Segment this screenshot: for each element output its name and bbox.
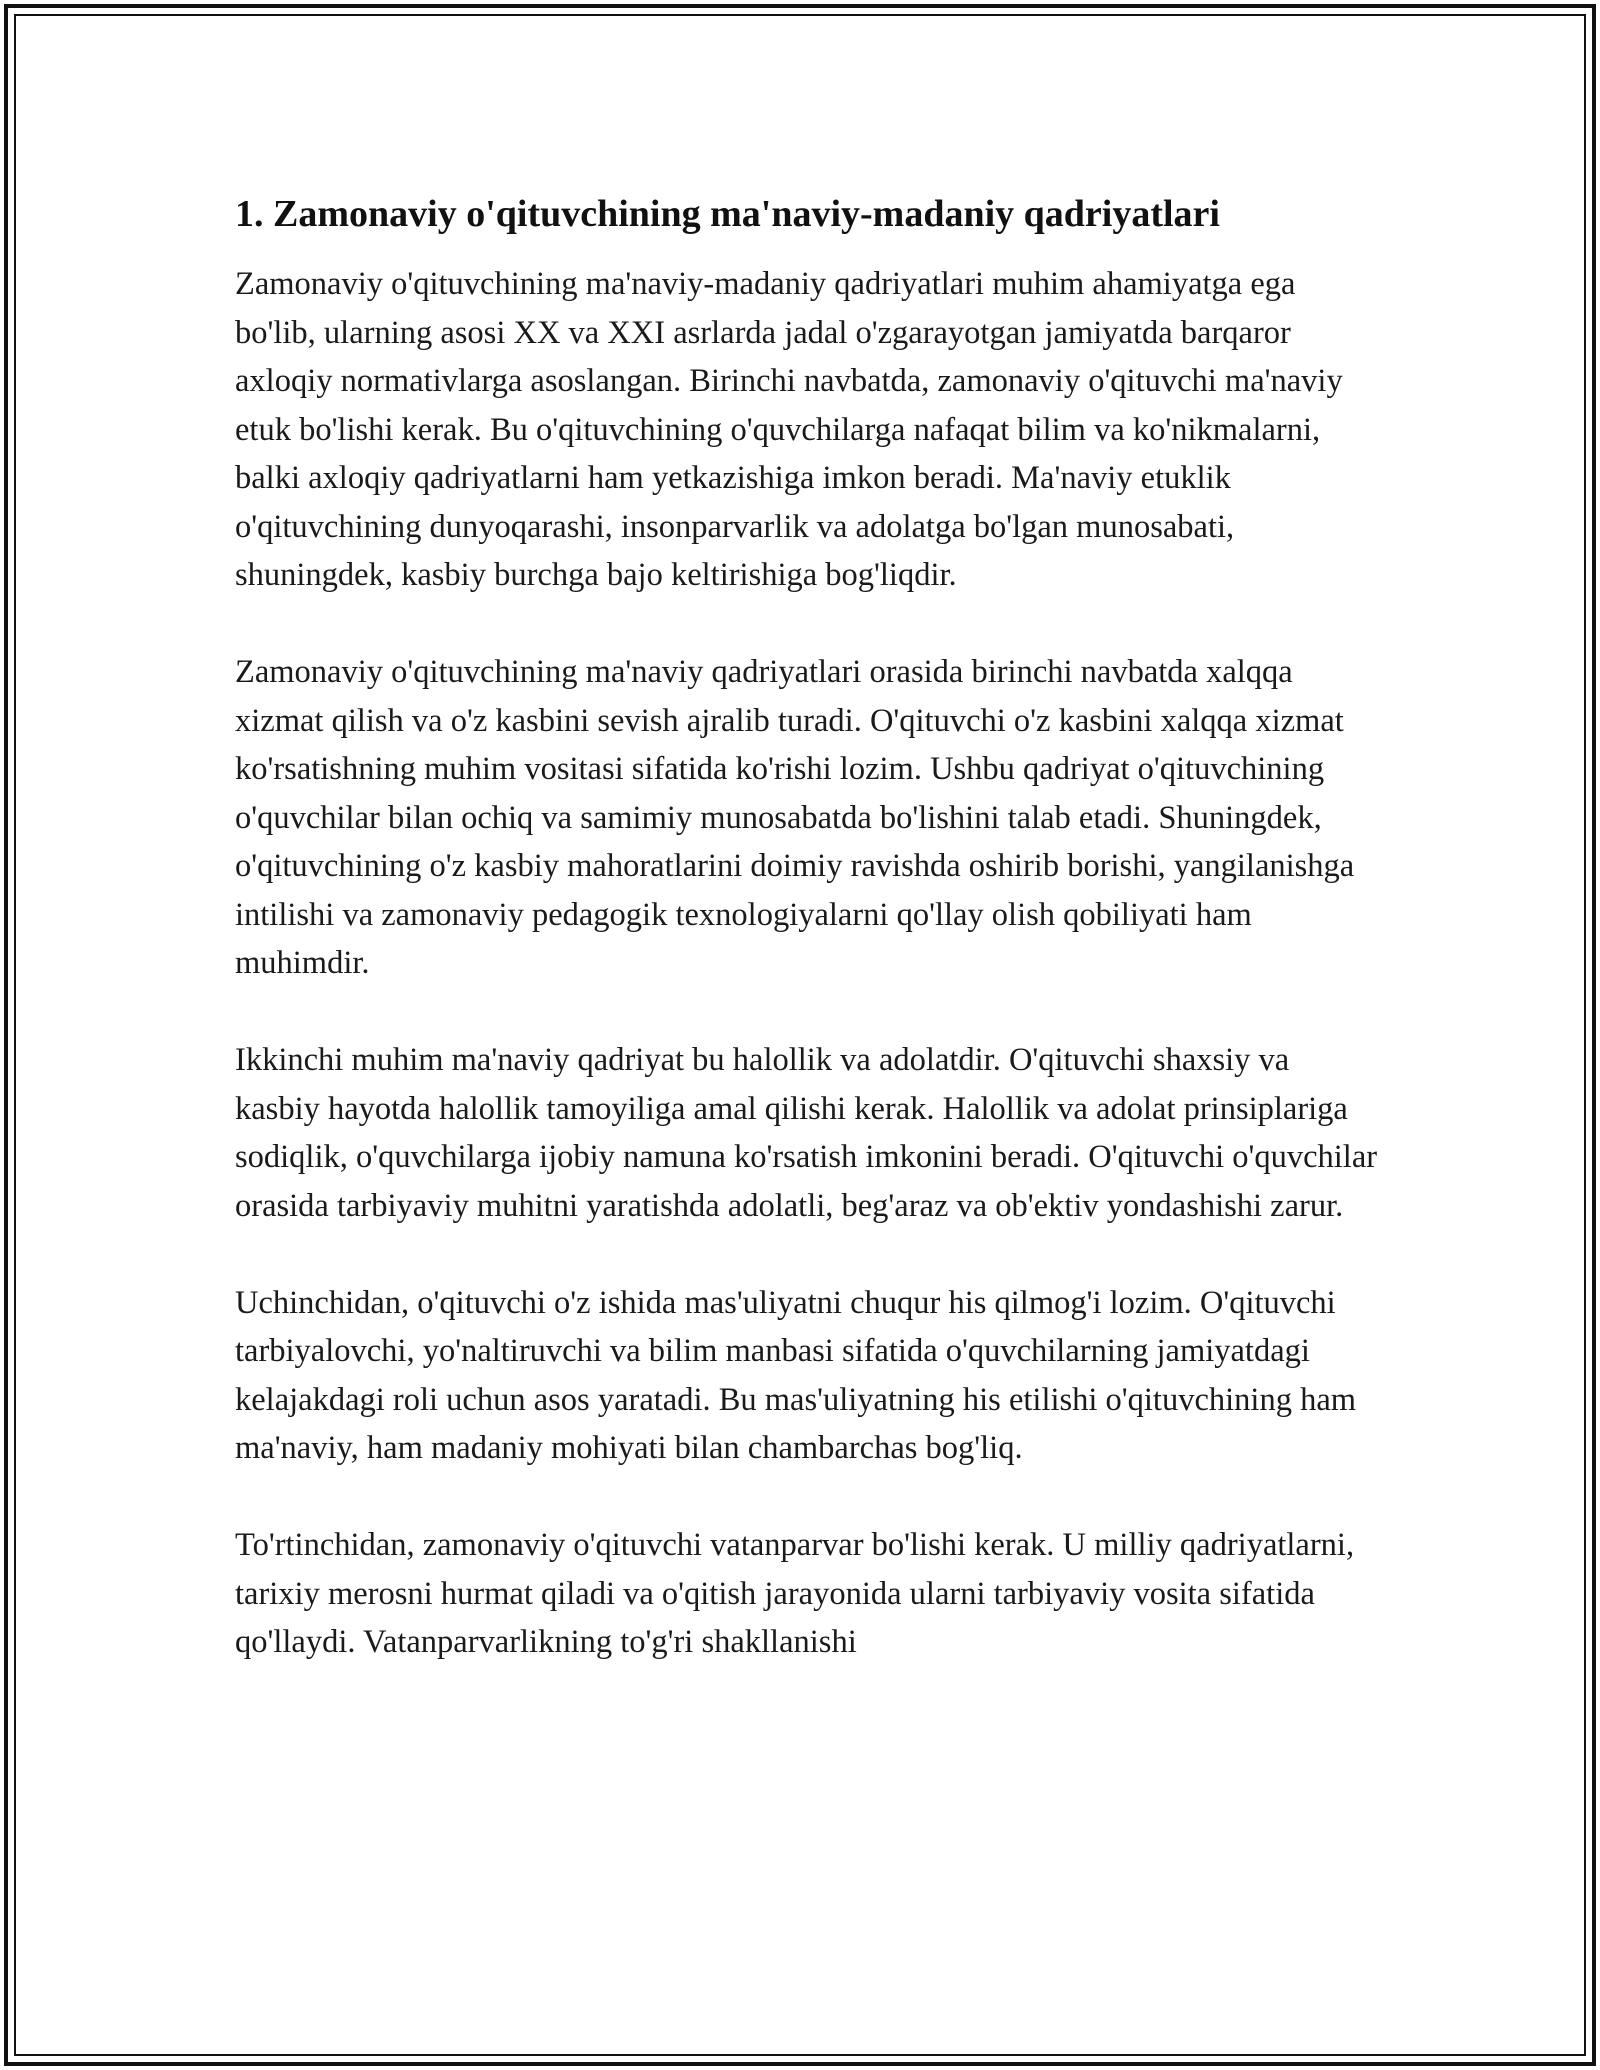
paragraph: Ikkinchi muhim ma'naviy qadriyat bu halollik va adolatdir. O'qituvchi shaxsiy va kasbiy hayotda halollik tamoyiliga amal qilishi kerak. Halollik va adolat prinsiplariga sodiqlik, o'quvchilarga ijobiy namuna ko'rsatish imkonini beradi. O'qituvchi o'quvchilar orasida tarbiyaviy muhitni yaratishda adolatli, beg'araz va ob'ektiv yondashishi zarur.	[235, 1042, 1378, 1224]
document-body	[235, 186, 1380, 1715]
paragraph: Uchinchidan, o'qituvchi o'z ishida mas'uliyatni chuqur his qilmog'i lozim. O'qituvchi tarbiyalovchi, yo'naltiruvchi va bilim manbasi sifatida o'quvchilarning jamiyatdagi kelajakdagi roli uchun asos yaratadi. Bu mas'uliyatning his etilishi o'qituvchining ham ma'naviy, ham madaniy mohiyati bilan chambarchas bog'liq.	[235, 1284, 1357, 1466]
paragraph: Zamonaviy o'qituvchining ma'naviy qadriyatlari orasida birinchi navbatda xalqqa xizmat qilish va o'z kasbini sevish ajralib turadi. O'qituvchi o'z kasbini xalqqa xizmat ko'rsatishning muhim vositasi sifatida ko'rishi lozim. Ushbu qadriyat o'qituvchining o'quvchilar bilan ochiq va samimiy munosabatda bo'lishini talab etadi. Shuningdek, o'qituvchining o'z kasbiy mahoratlarini doimiy ravishda oshirib borishi, yangilanishga intilishi va zamonaviy pedagogik texnologiyalarni qo'llay olish qobiliyati ham muhimdir.	[235, 654, 1355, 981]
section-heading: 1. Zamonaviy o'qituvchining ma'naviy-madaniy qadriyatlari	[235, 193, 1220, 235]
paragraph: To'rtinchidan, zamonaviy o'qituvchi vatanparvar bo'lishi kerak. U milliy qadriyatlarni, tarixiy merosni hurmat qiladi va o'qitish jarayonida ularni tarbiyaviy vosita sifatida qo'llaydi. Vatanparvarlikning to'g'ri shakllanishi	[235, 1527, 1355, 1660]
paragraph: Zamonaviy o'qituvchining ma'naviy-madaniy qadriyatlari muhim ahamiyatga ega bo'lib, ularning asosi XX va XXI asrlarda jadal o'zgarayotgan jamiyatda barqaror axloqiy normativlarga asoslangan. Birinchi navbatda, zamonaviy o'qituvchi ma'naviy etuk bo'lishi kerak. Bu o'qituvchining o'quvchilarga nafaqat bilim va ko'nikmalarni, balki axloqiy qadriyatlarni ham yetkazishiga imkon beradi. Ma'naviy etuklik o'qituvchining dunyoqarashi, insonparvarlik va adolatga bo'lgan munosabati, shuningdek, kasbiy burchga bajo keltirishiga bog'liqdir.	[235, 266, 1343, 593]
